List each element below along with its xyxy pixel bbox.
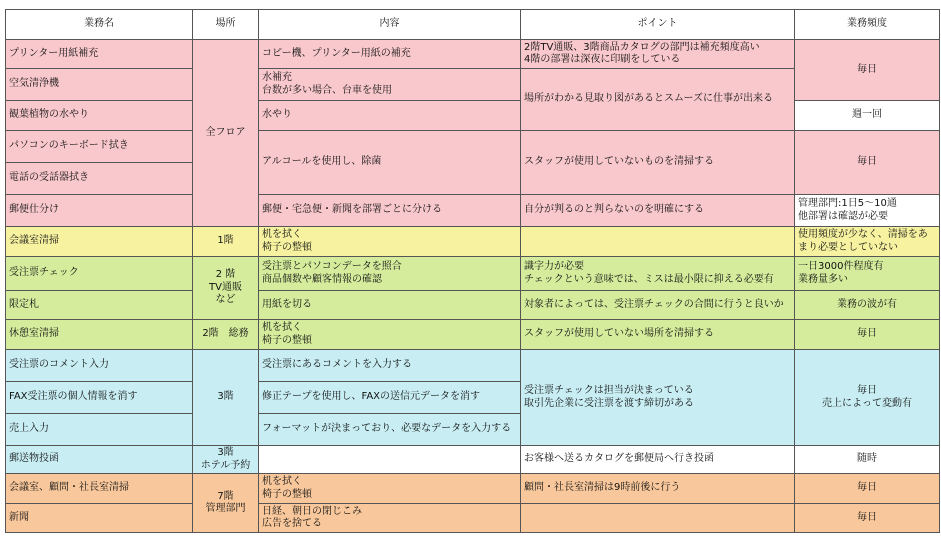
frequency-cell: 業務の波が有 (795, 291, 940, 320)
table-row (6, 101, 940, 131)
task-name: 郵送物投函 (6, 446, 193, 474)
content-cell: コピー機、プリンター用紙の補充 (259, 40, 521, 69)
point-cell: 対象者によっては、受注票チェックの合間に行うと良いか (521, 291, 795, 320)
frequency-cell: 毎日 (795, 504, 940, 533)
content-cell: 修正テープを使用し、FAXの送信元データを消す (259, 382, 521, 414)
content-cell: フォーマットが決まっており、必要なデータを入力する (259, 414, 521, 446)
task-table (5, 9, 940, 533)
task-name: 会議室、顧問・社長室清掃 (6, 474, 193, 504)
point-cell: お客様へ送るカタログを郵便局へ行き投函 (521, 446, 795, 474)
point-cell: 顧問・社長室清掃は9時前後に行う (521, 474, 795, 504)
table-row (6, 474, 940, 504)
point-cell: スタッフが使用していない場所を清掃する (521, 320, 795, 350)
content-cell: 受注票とパソコンデータを照合 商品個数や顧客情報の確認 (259, 257, 521, 291)
task-name: 売上入力 (6, 414, 193, 446)
point-cell (521, 227, 795, 257)
content-cell: 机を拭く 椅子の整頓 (259, 320, 521, 350)
table-row (6, 504, 940, 533)
point-cell: 受注票チェックは担当が決まっている 取引先企業に受注票を渡す締切がある (521, 350, 795, 446)
place-cell: 7階 管理部門 (193, 474, 259, 533)
point-cell: 自分が判るのと判らないのを明確にする (521, 195, 795, 227)
place-cell: 3階 ホテル予約 (193, 446, 259, 474)
content-cell: 水補充 台数が多い場合、台車を使用 (259, 69, 521, 101)
frequency-cell: 管理部門:1日5～10通 他部署は確認が必要 (795, 195, 940, 227)
frequency-cell: 毎日 売上によって変動有 (795, 350, 940, 446)
task-name: 新聞 (6, 504, 193, 533)
point-cell: 識字力が必要 チェックという意味では、ミスは最小限に抑える必要有 (521, 257, 795, 291)
task-name: プリンター用紙補充 (6, 40, 193, 69)
task-name: 観葉植物の水やり (6, 101, 193, 131)
task-name: 電話の受話器拭き (6, 163, 193, 195)
header-place: 場所 (193, 10, 259, 40)
table-row (6, 320, 940, 350)
table-row (6, 350, 940, 382)
place-cell: 2階 総務 (193, 320, 259, 350)
task-name: FAX受注票の個人情報を消す (6, 382, 193, 414)
frequency-cell: 随時 (795, 446, 940, 474)
place-cell: 1階 (193, 227, 259, 257)
point-cell (521, 504, 795, 533)
task-name: 休憩室清掃 (6, 320, 193, 350)
frequency-cell: 毎日 (795, 474, 940, 504)
frequency-cell: 一日3000件程度有 業務量多い (795, 257, 940, 291)
content-cell: 机を拭く 椅子の整頓 (259, 474, 521, 504)
place-cell: 2 階 TV通販 など (193, 257, 259, 320)
point-cell: スタッフが使用していないものを清掃する (521, 131, 795, 195)
point-cell: 2階TV通販、3階商品カタログの部門は補充頻度高い 4階の部署は深夜に印刷をしている (521, 40, 795, 69)
header-content: 内容 (259, 10, 521, 40)
frequency-cell: 毎日 (795, 131, 940, 195)
frequency-cell: 使用頻度が少なく、清掃をあまり必要としていない (795, 227, 940, 257)
table-row (6, 291, 940, 320)
frequency-cell: 毎日 (795, 40, 940, 101)
table-row (6, 40, 940, 69)
task-name: 会議室清掃 (6, 227, 193, 257)
header-point: ポイント (521, 10, 795, 40)
place-cell: 全フロア (193, 40, 259, 227)
header-row (6, 10, 940, 40)
task-name: 郵便仕分け (6, 195, 193, 227)
task-name: 受注票チェック (6, 257, 193, 291)
header-frequency: 業務頻度 (795, 10, 940, 40)
table-row (6, 227, 940, 257)
table-row (6, 257, 940, 291)
place-cell: 3階 (193, 350, 259, 446)
table-row (6, 131, 940, 163)
task-name: 空気清浄機 (6, 69, 193, 101)
content-cell: 水やり (259, 101, 521, 131)
content-cell: 郵便・宅急便・新聞を部署ごとに分ける (259, 195, 521, 227)
content-cell: 日経、朝日の閉じこみ 広告を捨てる (259, 504, 521, 533)
task-name: 限定札 (6, 291, 193, 320)
frequency-cell: 毎日 (795, 320, 940, 350)
content-cell: アルコールを使用し、除菌 (259, 131, 521, 195)
task-name: パソコンのキーボード拭き (6, 131, 193, 163)
table-row (6, 195, 940, 227)
point-cell: 場所がわかる見取り図があるとスムーズに仕事が出来る (521, 69, 795, 131)
content-cell: 用紙を切る (259, 291, 521, 320)
content-cell: 机を拭く 椅子の整頓 (259, 227, 521, 257)
task-name: 受注票のコメント入力 (6, 350, 193, 382)
header-task: 業務名 (6, 10, 193, 40)
content-cell (259, 446, 521, 474)
table-row (6, 446, 940, 474)
frequency-cell: 週一回 (795, 101, 940, 131)
content-cell: 受注票にあるコメントを入力する (259, 350, 521, 382)
